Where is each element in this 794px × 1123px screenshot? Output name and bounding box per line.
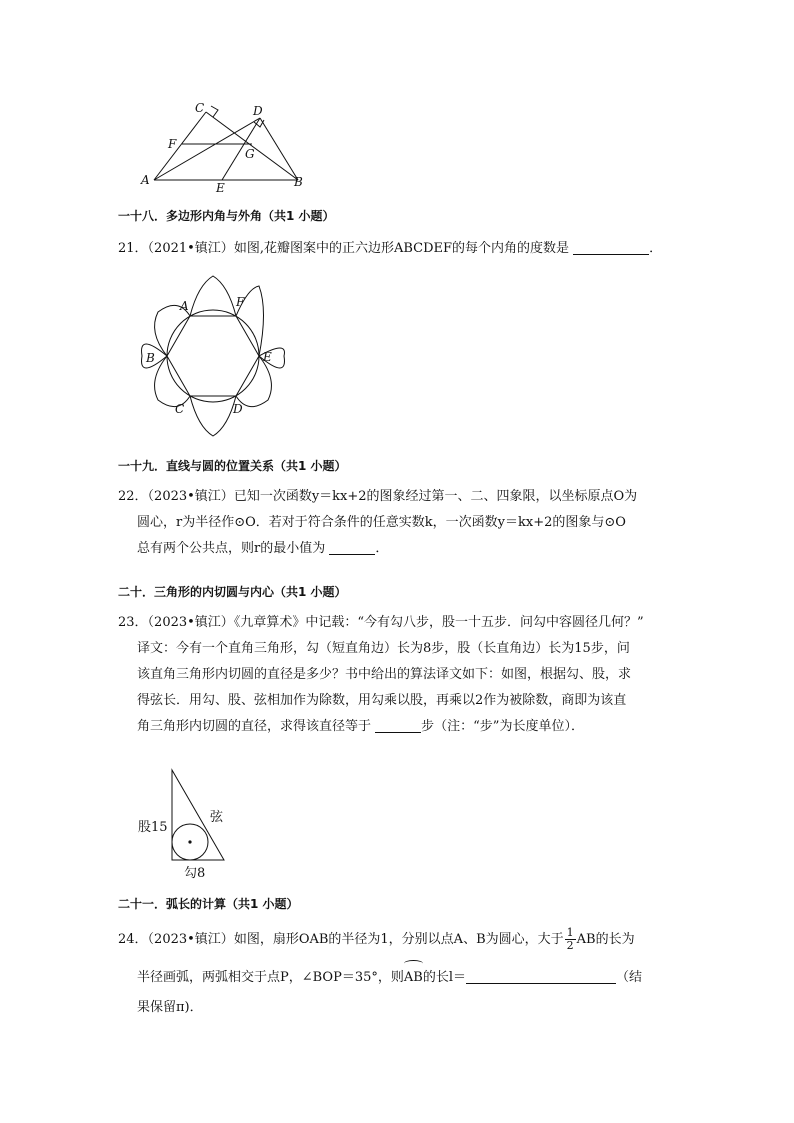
q23-source: （2023•镇江）: [147, 615, 234, 630]
q23-line2: 译文：今有一个直角三角形，勾（短直角边）长为8步，股（长直角边）长为15步，问: [137, 641, 630, 656]
question-21: [118, 236, 678, 262]
label-D: D: [253, 104, 263, 118]
q22-source: （2023•镇江）: [147, 489, 234, 504]
figure-q21-flower-hexagon: [138, 270, 288, 440]
label-A: A: [141, 173, 150, 187]
q23-answer-blank[interactable]: [375, 718, 421, 733]
label-G: G: [245, 147, 255, 161]
q21-number: 21．: [118, 241, 148, 256]
flower-label-F: F: [236, 295, 245, 309]
label-C: C: [195, 101, 205, 115]
label-gu15: 股15: [138, 820, 168, 835]
q21-answer-blank[interactable]: [573, 240, 649, 255]
q22-answer-blank[interactable]: [329, 540, 375, 555]
flower-label-D: D: [233, 402, 243, 416]
label-B: B: [294, 175, 303, 189]
fraction-numerator: 1: [566, 926, 574, 939]
q24-line2c: （结: [616, 970, 643, 985]
section-title-21: 二十一．弧长的计算（共1 小题）: [118, 897, 299, 911]
triangle-figure-svg: [136, 98, 316, 198]
incircle-svg: [136, 766, 246, 882]
question-23: [118, 610, 678, 740]
label-E: E: [216, 181, 225, 195]
q22-number: 22．: [118, 489, 148, 504]
q24-number: 24．: [118, 932, 148, 947]
flower-label-B: B: [146, 351, 155, 365]
q22-end: ．: [375, 541, 389, 556]
figure-q20-triangles: [136, 98, 316, 198]
section-title-19: 一十九．直线与圆的位置关系（共1 小题）: [118, 459, 347, 473]
fraction-denominator: 2: [566, 939, 574, 952]
q24-line2b: 的长l＝: [422, 970, 467, 985]
flower-label-C: C: [175, 402, 185, 416]
q21-text: 如图,花瓣图案中的正六边形ABCDEF的每个内角的度数是: [233, 241, 570, 256]
figure-q23-incircle: [136, 766, 246, 882]
q23-number: 23．: [118, 615, 148, 630]
flower-label-E: E: [263, 350, 272, 364]
q24-line1a: 如图，扇形OAB的半径为1，分别以点A、B为圆心，大于: [233, 932, 564, 947]
fraction-one-half: [565, 927, 576, 952]
label-gou8: 勾8: [184, 866, 206, 881]
q24-line3: 果保留π)．: [137, 1000, 203, 1015]
q22-line2: 圆心，r为半径作⊙O．若对于符合条件的任意实数k，一次函数y＝kx+2的图象与⊙O: [137, 515, 626, 530]
q21-end: ．: [649, 241, 663, 256]
flower-label-A: A: [180, 299, 189, 313]
q23-line1: 《九章算术》中记载：“今有勾八步，股一十五步．问勾中容圆径几何？”: [233, 615, 644, 630]
q24-line1b: AB的长为: [576, 932, 635, 947]
label-F: F: [168, 137, 177, 151]
q24-line2a: 半径画弧，两弧相交于点P，∠BOP＝35°，则: [137, 970, 404, 985]
q24-answer-blank[interactable]: [466, 969, 616, 984]
question-22: [118, 484, 678, 562]
arc-AB-symbol: AB: [404, 964, 423, 992]
q21-source: （2021•镇江）: [147, 241, 234, 256]
flower-hexagon-svg: [138, 270, 288, 440]
q22-line3: 总有两个公共点，则r的最小值为: [137, 541, 326, 556]
section-title-20: 二十．三角形的内切圆与内心（共1 小题）: [118, 585, 347, 599]
q23-line4: 得弦长．用勾、股、弦相加作为除数，用勾乘以股，再乘以2作为被除数，商即为该直: [137, 693, 627, 708]
q22-line1: 已知一次函数y＝kx+2的图象经过第一、二、四象限，以坐标原点O为: [233, 489, 638, 504]
q23-line5a: 角三角形内切圆的直径，求得该直径等于: [137, 719, 372, 734]
label-xian: 弦: [210, 810, 224, 825]
section-title-18: 一十八．多边形内角与外角（共1 小题）: [118, 209, 335, 223]
q23-line5b: 步（注：“步”为长度单位）．: [421, 719, 584, 734]
q23-line3: 该直角三角形内切圆的直径是多少？书中给出的算法译文如下：如图，根据勾、股，求: [137, 667, 632, 682]
question-24: [118, 926, 678, 1024]
q24-source: （2023•镇江）: [147, 932, 234, 947]
